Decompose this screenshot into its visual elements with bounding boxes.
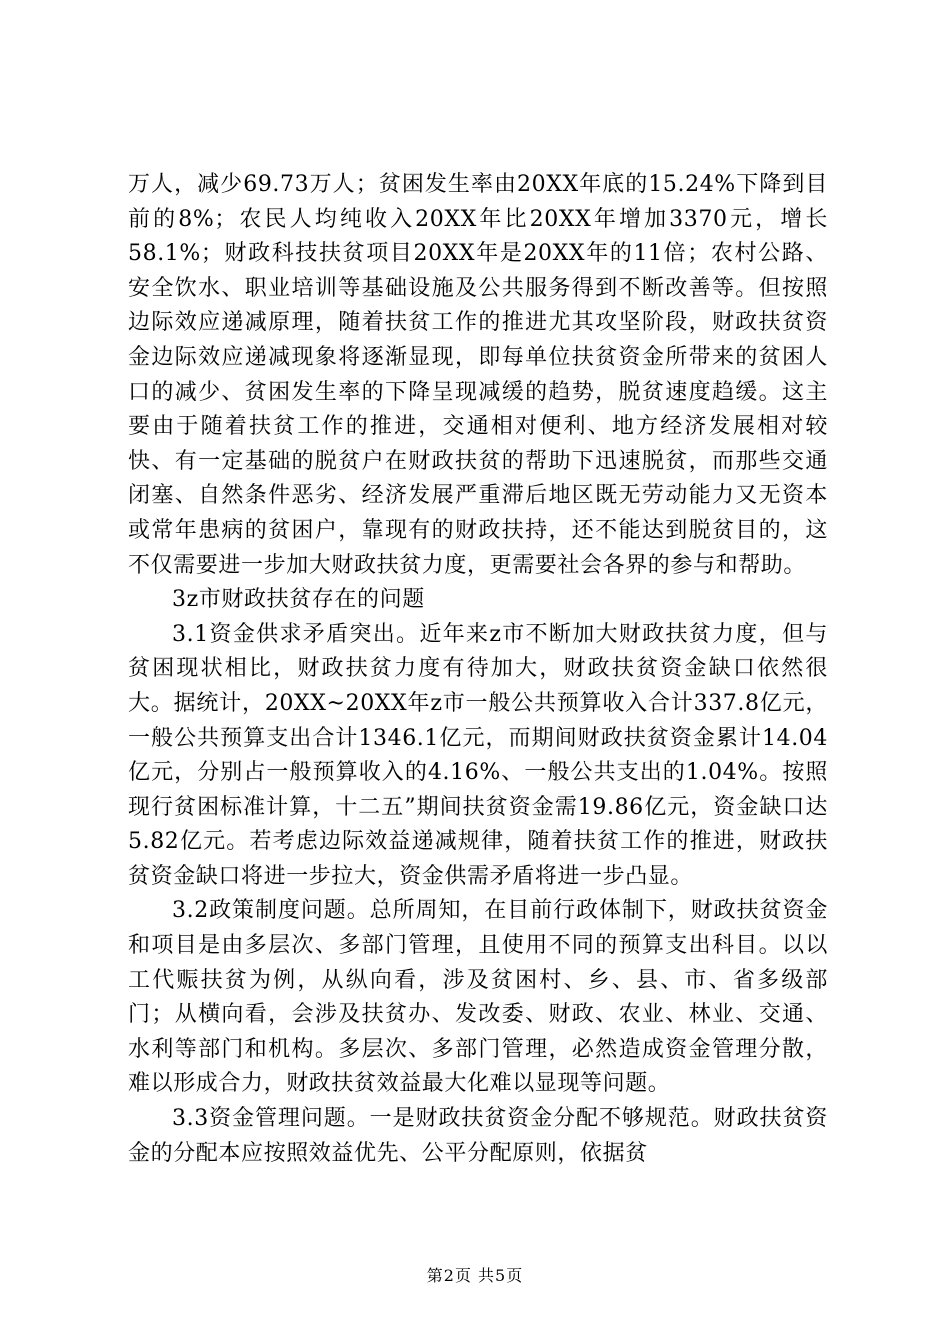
page-number-footer: 第2页 共5页: [426, 1266, 524, 1285]
paragraph-3-1: 3.1资金供求矛盾突出。近年来z市不断加大财政扶贫力度，但与贫困现状相比，财政扶贫力度有待加大，财政扶贫资金缺口依然很大。据统计，20XX~20XX年z市一般公共预算收入合计337.8亿元，一般公共预算支出合计1346.1亿元，而期间财政扶贫资金累计14.04亿元，分别占一般预算收入的4.16%、一般公共支出的1.04%。按照现行贫困标准计算，十二五”期间扶贫资金需19.86亿元，资金缺口达5.82亿元。若考虑边际效益递减规律，随着扶贫工作的推进，财政扶贫资金缺口将进一步拉大，资金供需矛盾将进一步凸显。: [128, 621, 828, 889]
paragraph-3-2: 3.2政策制度问题。总所周知，在目前行政体制下，财政扶贫资金和项目是由多层次、多部门管理，且使用不同的预算支出科目。以以工代赈扶贫为例，从纵向看，涉及贫困村、乡、县、市、省多级部门；从横向看，会涉及扶贫办、发改委、财政、农业、林业、交通、水利等部门和机构。多层次、多部门管理，必然造成资金管理分散，难以形成合力，财政扶贫效益最大化难以显现等问题。: [128, 898, 828, 1097]
section-heading: 3z市财政扶贫存在的问题: [172, 587, 425, 613]
paragraph-3-3: 3.3资金管理问题。一是财政扶贫资金分配不够规范。财政扶贫资金的分配本应按照效益优先、公平分配原则，依据贫: [128, 1106, 828, 1166]
document-body: [128, 168, 828, 1171]
paragraph-continuation: 万人，减少69.73万人；贫困发生率由20XX年底的15.24%下降到目前的8%；农民人均纯收入20XX年比20XX年增加3370元，增长58.1%；财政科技扶贫项目20XX年是20XX年的11倍；农村公路、安全饮水、职业培训等基础设施及公共服务得到不断改善等。但按照边际效应递减原理，随着扶贫工作的推进尤其攻坚阶段，财政扶贫资金边际效应递减现象将逐渐显现，即每单位扶贫资金所带来的贫困人口的减少、贫困发生率的下降呈现减缓的趋势，脱贫速度趋缓。这主要由于随着扶贫工作的推进，交通相对便利、地方经济发展相对较快、有一定基础的脱贫户在财政扶贫的帮助下迅速脱贫，而那些交通闭塞、自然条件恶劣、经济发展严重滞后地区既无劳动能力又无资本或常年患病的贫困户，靠现有的财政扶持，还不能达到脱贫目的，这不仅需要进一步加大财政扶贫力度，更需要社会各界的参与和帮助。: [128, 172, 828, 578]
